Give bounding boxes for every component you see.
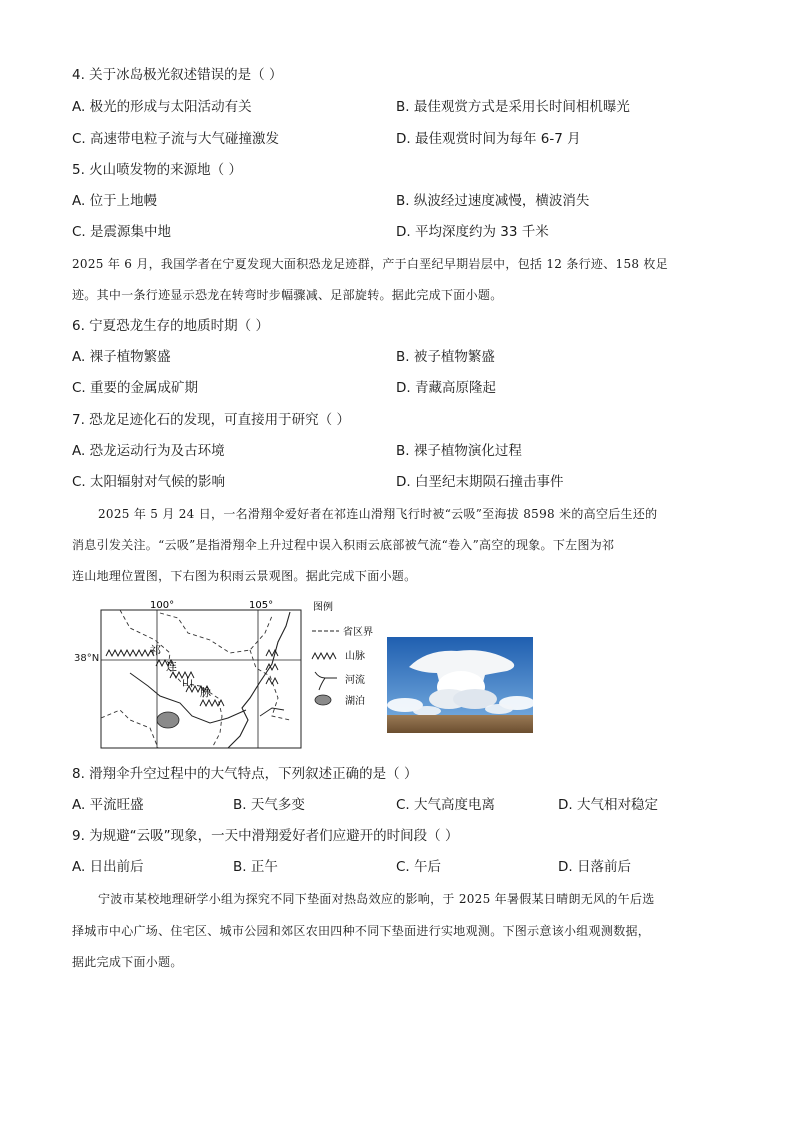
q5-option-a: A. 位于上地幔: [72, 193, 158, 209]
q7-option-c: C. 太阳辐射对气候的影响: [72, 474, 226, 490]
passage2-line: 2025 年 5 月 24 日，一名滑翔伞爱好者在祁连山滑翔飞行时被“云吸”至海拔 8598 米的高空后生还的: [98, 507, 658, 521]
qilian-location-map: [100, 598, 302, 750]
mountain-name-char: 连: [166, 660, 177, 673]
q5-option-c: C. 是震源集中地: [72, 224, 172, 240]
passage1-line: 迹。其中一条行迹显示恐龙在转弯时步幅骤减、足部旋转。据此完成下面小题。: [72, 288, 503, 302]
q7-stem: 7. 恐龙足迹化石的发现，可直接用于研究（ ）: [72, 412, 350, 428]
q5-option-b: B. 纵波经过速度减慢，横波消失: [396, 193, 590, 209]
legend-river-symbol: [315, 672, 337, 690]
legend-item-river: 河流: [345, 675, 365, 686]
legend-lake-symbol: [315, 695, 331, 705]
q9-option-c: C. 午后: [396, 859, 442, 875]
q7-option-d: D. 白垩纪末期陨石撞击事件: [396, 474, 564, 490]
passage3-line: 据此完成下面小题。: [72, 955, 183, 969]
legend-item-boundary: 省区界: [343, 627, 373, 638]
q4-option-a: A. 极光的形成与太阳活动有关: [72, 99, 252, 115]
q4-stem: 4. 关于冰岛极光叙述错误的是（ ）: [72, 67, 283, 83]
legend-mountain-symbol: [312, 653, 336, 659]
q8-option-a: A. 平流旺盛: [72, 797, 144, 813]
q9-option-a: A. 日出前后: [72, 859, 144, 875]
q7-option-a: A. 恐龙运动行为及古环境: [72, 443, 225, 459]
province-boundary: [160, 613, 272, 653]
lon-100-label: 100°: [150, 600, 175, 611]
ground: [387, 715, 533, 733]
passage2-line: 连山地理位置图，下右图为积雨云景观图。据此完成下面小题。: [72, 569, 417, 583]
mountain-name-char: 脉: [200, 686, 211, 699]
q6-option-c: C. 重要的金属成矿期: [72, 380, 199, 396]
legend-title: 图例: [313, 602, 333, 613]
q9-option-d: D. 日落前后: [558, 859, 631, 875]
passage2-line: 消息引发关注。“云吸”是指滑翔伞上升过程中误入积雨云底部被气流“卷入”高空的现象。下左图为祁: [72, 538, 615, 552]
q6-option-d: D. 青藏高原隆起: [396, 380, 496, 396]
cumulonimbus-photo: [387, 637, 533, 733]
lake: [157, 712, 179, 728]
q4-option-c: C. 高速带电粒子流与大气碰撞激发: [72, 131, 280, 147]
q8-stem: 8. 滑翔伞升空过程中的大气特点，下列叙述正确的是（ ）: [72, 766, 418, 782]
q8-option-d: D. 大气相对稳定: [558, 797, 658, 813]
river: [260, 708, 284, 716]
passage3-line: 择城市中心广场、住宅区、城市公园和郊区农田四种不同下垫面进行实地观测。下图示意该小组观测数据，: [72, 924, 651, 938]
q9-option-b: B. 正午: [233, 859, 278, 875]
q7-option-b: B. 裸子植物演化过程: [396, 443, 522, 459]
q9-stem: 9. 为规避“云吸”现象，一天中滑翔爱好者们应避开的时间段（ ）: [72, 828, 459, 844]
river: [228, 612, 290, 748]
q4-option-d: D. 最佳观赏时间为每年 6-7 月: [396, 131, 581, 147]
legend-item-mountain: 山脉: [345, 651, 365, 662]
q8-option-c: C. 大气高度电离: [396, 797, 496, 813]
q5-option-d: D. 平均深度约为 33 千米: [396, 224, 549, 240]
legend-item-lake: 湖泊: [345, 696, 365, 707]
q6-stem: 6. 宁夏恐龙生存的地质时期（ ）: [72, 318, 269, 334]
q6-option-b: B. 被子植物繁盛: [396, 349, 495, 365]
lat-38-label: 38°N: [74, 653, 100, 664]
passage1-line: 2025 年 6 月，我国学者在宁夏发现大面积恐龙足迹群，产于白垩纪早期岩层中，包括 12 条行迹、158 枚足: [72, 257, 669, 271]
q8-option-b: B. 天气多变: [233, 797, 305, 813]
q4-option-b: B. 最佳观赏方式是采用长时间相机曝光: [396, 99, 630, 115]
mountain-name-char: 山: [182, 676, 193, 689]
q6-option-a: A. 裸子植物繁盛: [72, 349, 171, 365]
province-boundary: [101, 710, 158, 748]
passage3-line: 宁波市某校地理研学小组为探究不同下垫面对热岛效应的影响，于 2025 年暑假某日晴朗无风的午后选: [98, 892, 655, 906]
mountain-name-char: 祁: [150, 644, 161, 657]
lon-105-label: 105°: [249, 600, 274, 611]
map-legend: [307, 598, 387, 710]
q5-stem: 5. 火山喷发物的来源地（ ）: [72, 162, 242, 178]
